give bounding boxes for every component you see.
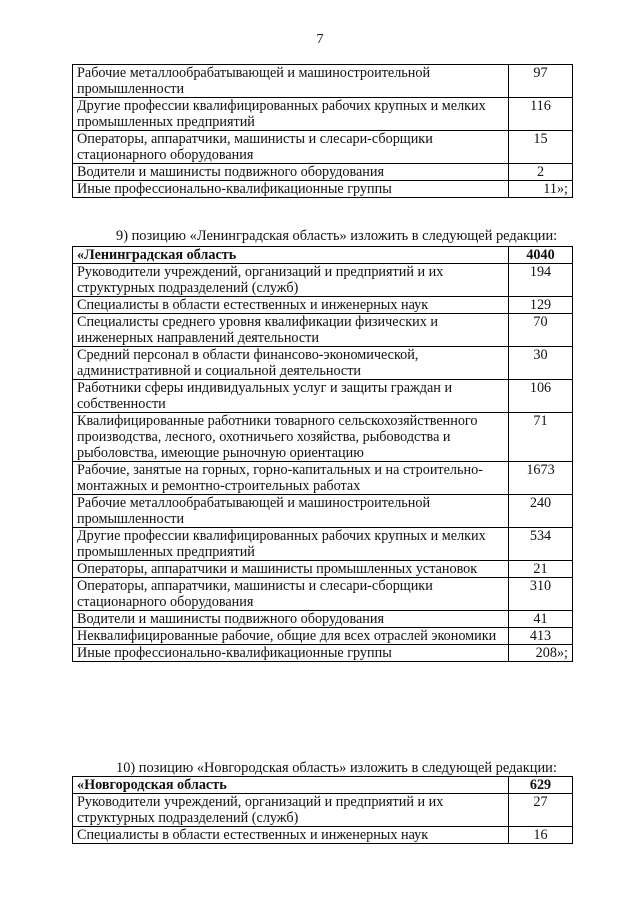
row-name: Специалисты в области естественных и инженерных наук <box>73 827 509 844</box>
row-value: 129 <box>509 297 573 314</box>
row-value: 71 <box>509 413 573 462</box>
table-row <box>73 561 573 578</box>
row-name: Руководители учреждений, организаций и предприятий и их структурных подразделений (служб) <box>73 794 509 827</box>
table-row <box>73 181 573 198</box>
row-value: 310 <box>509 578 573 611</box>
page-number: 7 <box>316 32 324 47</box>
row-value: 41 <box>509 611 573 628</box>
row-value: 30 <box>509 347 573 380</box>
row-value: 106 <box>509 380 573 413</box>
section-10-heading: 10) позицию «Новгородская область» изложить в следующей редакции: <box>116 760 557 776</box>
table-row <box>73 462 573 495</box>
row-name: Неквалифицированные рабочие, общие для всех отраслей экономики <box>73 628 509 645</box>
table-row <box>73 827 573 844</box>
table-row <box>73 347 573 380</box>
row-value: 70 <box>509 314 573 347</box>
table-row <box>73 65 573 98</box>
table-row <box>73 380 573 413</box>
row-name: Операторы, аппаратчики и машинисты промышленных установок <box>73 561 509 578</box>
table-row <box>73 264 573 297</box>
region-name: «Ленинградская область <box>73 247 509 264</box>
row-value: 97 <box>509 65 573 98</box>
table-row <box>73 794 573 827</box>
row-value: 194 <box>509 264 573 297</box>
region-name: «Новгородская область <box>73 777 509 794</box>
row-value: 534 <box>509 528 573 561</box>
row-value: 116 <box>509 98 573 131</box>
row-name: Средний персонал в области финансово-экономической, административной и социальной деятельности <box>73 347 509 380</box>
row-value: 2 <box>509 164 573 181</box>
table-row <box>73 628 573 645</box>
table-row <box>73 413 573 462</box>
row-value: 27 <box>509 794 573 827</box>
table-row <box>73 578 573 611</box>
row-value: 11»; <box>509 181 573 198</box>
row-name: Иные профессионально-квалификационные группы <box>73 181 509 198</box>
table-row <box>73 528 573 561</box>
row-value: 208»; <box>509 645 573 662</box>
table-header-row <box>73 247 573 264</box>
section-9-heading: 9) позицию «Ленинградская область» изложить в следующей редакции: <box>116 228 558 244</box>
table-row <box>73 98 573 131</box>
row-name: Водители и машинисты подвижного оборудования <box>73 611 509 628</box>
row-value: 240 <box>509 495 573 528</box>
row-name: Операторы, аппаратчики, машинисты и слесари-сборщики стационарного оборудования <box>73 578 509 611</box>
table-leningrad-region <box>72 246 573 662</box>
row-value: 21 <box>509 561 573 578</box>
row-name: Руководители учреждений, организаций и предприятий и их структурных подразделений (служб) <box>73 264 509 297</box>
region-total: 4040 <box>509 247 573 264</box>
row-name: Операторы, аппаратчики, машинисты и слесари-сборщики стационарного оборудования <box>73 131 509 164</box>
row-name: Специалисты в области естественных и инженерных наук <box>73 297 509 314</box>
region-total: 629 <box>509 777 573 794</box>
table-previous-region <box>72 64 573 198</box>
table-row <box>73 645 573 662</box>
row-value: 413 <box>509 628 573 645</box>
table-header-row <box>73 777 573 794</box>
row-name: Другие профессии квалифицированных рабочих крупных и мелких промышленных предприятий <box>73 98 509 131</box>
row-name: Другие профессии квалифицированных рабочих крупных и мелких промышленных предприятий <box>73 528 509 561</box>
row-name: Квалифицированные работники товарного сельскохозяйственного производства, лесного, охотничьего хозяйства, рыбоводства и рыболовства, имеющие рыночную ориентацию <box>73 413 509 462</box>
row-value: 16 <box>509 827 573 844</box>
table-row <box>73 314 573 347</box>
table-row <box>73 495 573 528</box>
table-row <box>73 164 573 181</box>
row-name: Рабочие металлообрабатывающей и машиностроительной промышленности <box>73 65 509 98</box>
row-name: Специалисты среднего уровня квалификации физических и инженерных направлений деятельности <box>73 314 509 347</box>
row-name: Водители и машинисты подвижного оборудования <box>73 164 509 181</box>
row-name: Иные профессионально-квалификационные группы <box>73 645 509 662</box>
row-value: 1673 <box>509 462 573 495</box>
table-novgorod-region <box>72 776 573 844</box>
table-row <box>73 131 573 164</box>
row-name: Работники сферы индивидуальных услуг и защиты граждан и собственности <box>73 380 509 413</box>
row-value: 15 <box>509 131 573 164</box>
row-name: Рабочие, занятые на горных, горно-капитальных и на строительно-монтажных и ремонтно-строительных работах <box>73 462 509 495</box>
row-name: Рабочие металлообрабатывающей и машиностроительной промышленности <box>73 495 509 528</box>
table-row <box>73 297 573 314</box>
table-row <box>73 611 573 628</box>
